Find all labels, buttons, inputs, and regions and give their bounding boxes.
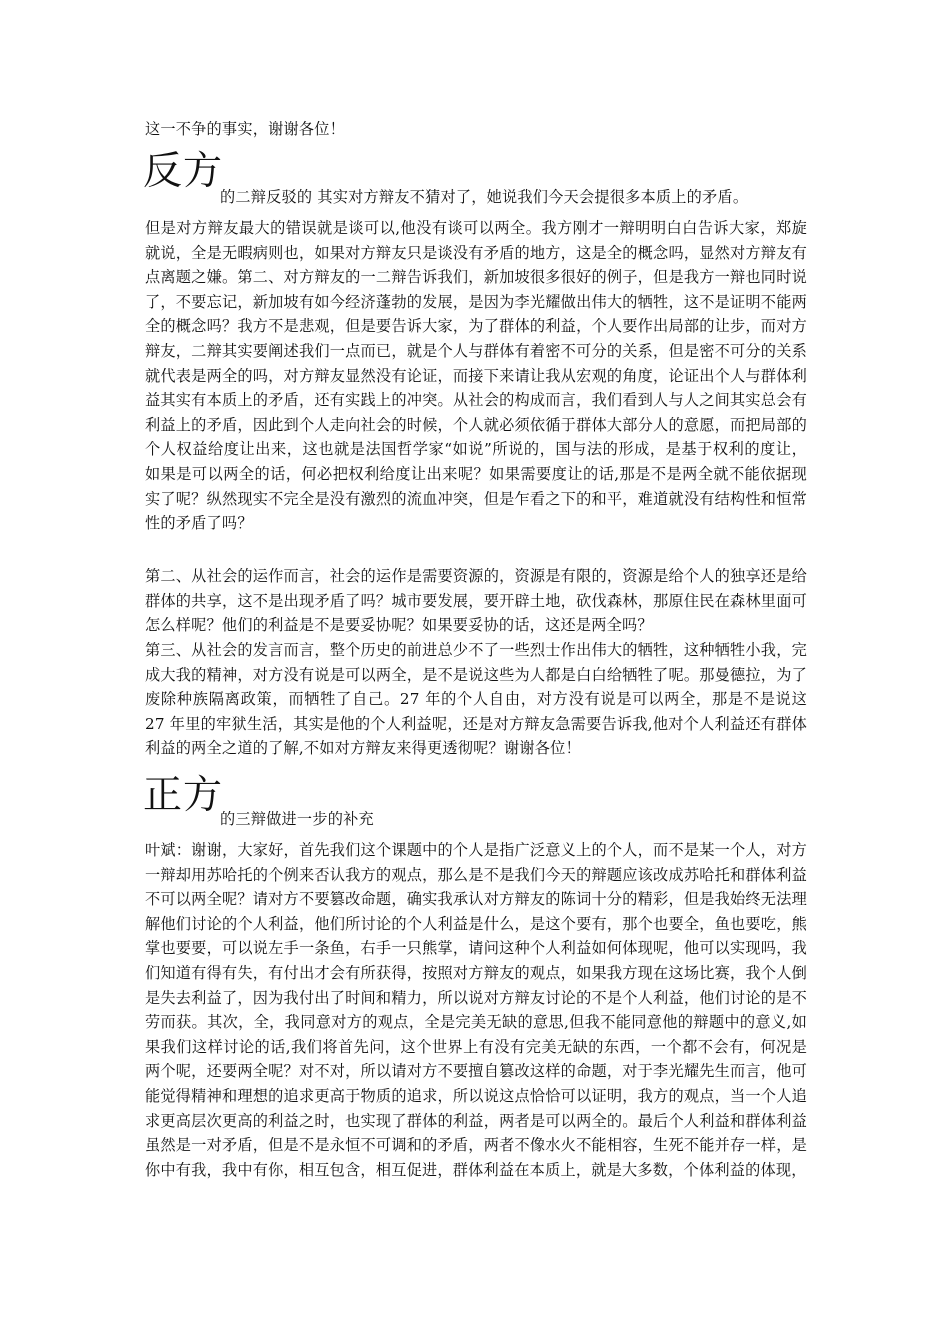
section1-paragraph-3: 第三、从社会的发言而言，整个历史的前进总少不了一些烈士作出伟大的牺牲，这种牺牲小我，完成大我的精神，对方没有说是可以两全，是不是说这些为人都是白白给牺牲了呢。那曼德拉，为了废除种族隔离政策，而牺牲了自己。27 年的个人自由，对方没有说是可以两全，那是不是说这 27 年里的牢狱生活，其实是他的个人利益呢，还是对方辩友急需要告诉我,他对个人利益还有群体利益的两全之道的了解,不如对方辩友来得更透彻呢？谢谢各位！ bbox=[145, 641, 807, 758]
intro-line: 这一不争的事实，谢谢各位！ bbox=[145, 120, 346, 138]
section1-paragraph-2: 第二、从社会的运作而言，社会的运作是需要资源的，资源是有限的，资源是给个人的独享还是给群体的共享，这不是出现矛盾了吗？城市要发展，要开辟土地，砍伐森林，那原住民在森林里面可怎么样呢？他们的利益是不是要妥协呢？如果要妥协的话，这还是两全吗？ bbox=[145, 567, 807, 635]
section1-heading: 反方 bbox=[143, 149, 224, 194]
section1-paragraph-1: 但是对方辩友最大的错误就是谈可以,他没有谈可以两全。我方刚才一辩明明白白告诉大家，郑旋就说，全是无暇病则也，如果对方辩友只是谈没有矛盾的地方，这是全的概念吗，显然对方辩友有点离题之嫌。第二、对方辩友的一二辩告诉我们，新加坡很多很好的例子，但是我方一辩也同时说了，不要忘记，新加坡有如今经济蓬勃的发展，是因为李光耀做出伟大的牺牲，这不是证明不能两全的概念吗？我方不是悲观，但是要告诉大家，为了群体的利益，个人要作出局部的让步，而对方辩友，二辩其实要阐述我们一点而已，就是个人与群体有着密不可分的关系，但是密不可分的关系就代表是两全的吗，对方辩友显然没有论证，而接下来请让我从宏观的角度，论证出个人与群体利益其实有本质上的矛盾，还有实践上的冲突。从社会的构成而言，我们看到人与人之间其实总会有利益上的矛盾，因此到个人走向社会的时候，个人就必须依循于群体大部分人的意愿，而把局部的个人权益给度让出来，这也就是法国哲学家“如说”所说的，国与法的形成，是基于权利的度让，如果是可以两全的话，何必把权利给度让出来呢？如果需要度让的话,那是不是两全就不能依据现实了呢？纵然现实不完全是没有激烈的流血冲突，但是乍看之下的和平，难道就没有结构性和恒常性的矛盾了吗？ bbox=[145, 219, 807, 533]
section2-subtitle: 的三辩做进一步的补充 bbox=[220, 810, 374, 828]
section1-subtitle: 的二辩反驳的 其实对方辩友不猜对了，她说我们今天会提很多本质上的矛盾。 bbox=[220, 188, 749, 206]
section2-heading: 正方 bbox=[143, 773, 224, 818]
section2-paragraph-1: 叶斌：谢谢，大家好，首先我们这个课题中的个人是指广泛意义上的个人，而不是某一个人，对方一辩却用苏哈托的个例来否认我方的观点，那么是不是我们今天的辩题应该改成苏哈托和群体利益不可以两全呢？请对方不要篡改命题，确实我承认对方辩友的陈词十分的精彩，但是我始终无法理解他们讨论的个人利益，他们所讨论的个人利益是什么，是这个要有，那个也要全，鱼也要吃，熊掌也要要，可以说左手一条鱼，右手一只熊掌，请问这种个人利益如何体现呢，他可以实现吗，我们知道有得有失，有付出才会有所获得，按照对方辩友的观点，如果我方现在这场比赛，我个人倒是失去利益了，因为我付出了时间和精力，所以说对方辩友讨论的不是个人利益，他们讨论的是不劳而获。其次，全，我同意对方的观点，全是完美无缺的意思,但我不能同意他的辩题中的意义,如果我们这样讨论的话,我们将首先问，这个世界上有没有完美无缺的东西，一个都不会有，何况是两个呢，还要两全呢？对不对，所以请对方不要擅自篡改这样的命题，对于李光耀先生而言，他可能觉得精神和理想的追求更高于物质的追求，所以说这点恰恰可以证明，我方的观点，当一个人追求更高层次更高的利益之时，也实现了群体的利益，两者是可以两全的。最后个人利益和群体利益虽然是一对矛盾，但是不是永恒不可调和的矛盾，两者不像水火不能相容，生死不能并存一样，是你中有我，我中有你，相互包含，相互促进，群体利益在本质上，就是大多数，个体利益的体现， bbox=[145, 841, 807, 1179]
